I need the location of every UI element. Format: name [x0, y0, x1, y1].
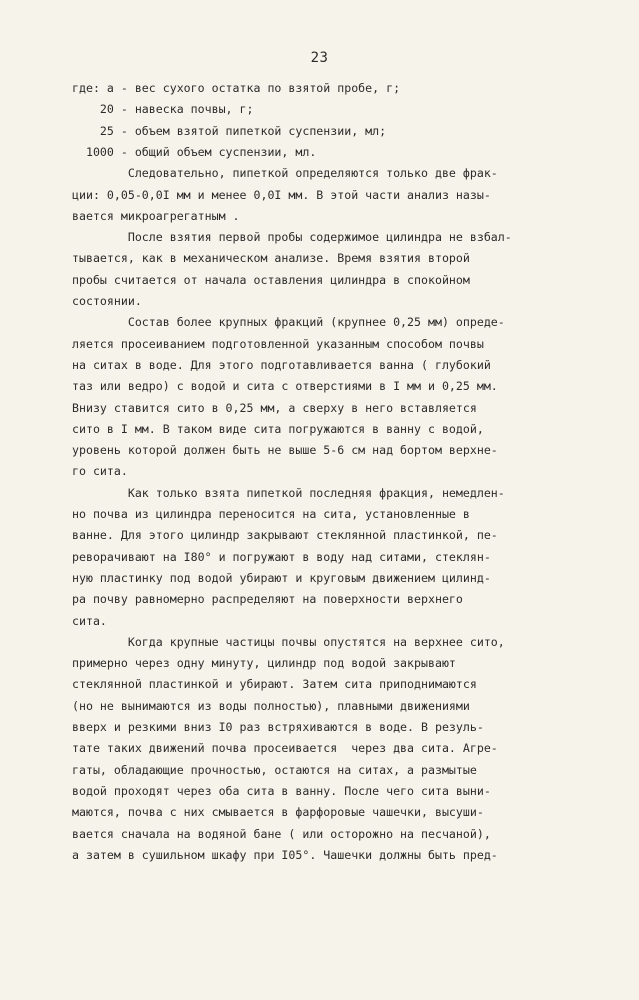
text-line: где: а - вес сухого остатка по взятой пробе, г;	[72, 81, 401, 95]
text-line: таз или ведро) с водой и сита с отверстиями в I мм и 0,25 мм.	[72, 379, 498, 394]
text-line: Состав более крупных фракций (крупнее 0,25 мм) опреде-	[72, 315, 505, 330]
text-line: сито в I мм. В таком виде сита погружаются в ванну с водой,	[72, 421, 484, 436]
text-line: ляется просеиванием подготовленной указанным способом почвы	[72, 336, 484, 351]
text-line: ра почву равномерно распределяют на поверхности верхнего	[72, 592, 463, 607]
text-line: Следовательно, пипеткой определяются только две фрак-	[72, 166, 498, 181]
text-line: реворачивают на I80° и погружают в воду над ситами, стеклян-	[72, 549, 491, 564]
text-line: Внизу ставится сито в 0,25 мм, а сверху в него вставляется	[72, 400, 477, 415]
text-line: Как только взята пипеткой последняя фракция, немедлен-	[72, 485, 505, 500]
text-line: водой проходят через оба сита в ванну. После чего сита выни-	[72, 783, 491, 798]
text-line: тате таких движений почва просеивается через два сита. Агре-	[72, 741, 498, 756]
text-line: гаты, обладающие прочностью, остаются на ситах, а размытые	[72, 762, 477, 777]
text-line: вается сначала на водяной бане ( или осторожно на песчаной),	[72, 826, 491, 841]
text-line: 25 - объем взятой пипеткой суспензии, мл;	[72, 123, 387, 138]
text-line: ции: 0,05-0,0I мм и менее 0,0I мм. В этой части анализ назы-	[72, 187, 491, 202]
text-line: но почва из цилиндра переносится на сита, установленные в	[72, 507, 470, 521]
text-line: ванне. Для этого цилиндр закрывают стеклянной пластинкой, пе-	[72, 528, 498, 543]
text-line: сита.	[72, 613, 107, 628]
text-line: 1000 - общий объем суспензии, мл.	[72, 144, 317, 159]
text-line: маются, почва с них смывается в фарфоровые чашечки, высуши-	[72, 805, 484, 820]
text-line: После взятия первой пробы содержимое цилиндра не взбал-	[72, 230, 512, 245]
text-line: вверх и резкими вниз I0 раз встряхиваются в воде. В резуль-	[72, 720, 484, 734]
text-line: вается микроагрегатным .	[72, 208, 240, 223]
text-line: ную пластинку под водой убирают и круговым движением цилинд-	[72, 570, 491, 585]
text-line: на ситах в воде. Для этого подготавливается ванна ( глубокий	[72, 357, 491, 372]
text-line: Когда крупные частицы почвы опустятся на верхнее сито,	[72, 634, 505, 649]
text-line: состоянии.	[72, 294, 142, 308]
text-line: пробы считается от начала оставления цилиндра в спокойном	[72, 272, 470, 287]
text-line: стеклянной пластинкой и убирают. Затем сита приподнимаются	[72, 677, 477, 692]
text-line: го сита.	[72, 464, 128, 479]
text-line: а затем в сушильном шкафу при I05°. Чашечки должны быть пред-	[72, 847, 498, 862]
text-line: 20 - навеска почвы, г;	[72, 102, 254, 117]
text-line: примерно через одну минуту, цилиндр под водой закрывают	[72, 656, 456, 671]
page-number: 23	[310, 50, 329, 66]
text-line: уровень которой должен быть не выше 5-6 см над бортом верхне-	[72, 443, 498, 458]
text-line: тывается, как в механическом анализе. Время взятия второй	[72, 251, 470, 266]
text-line: (но не вынимаются из воды полностью), плавными движениями	[72, 698, 470, 713]
